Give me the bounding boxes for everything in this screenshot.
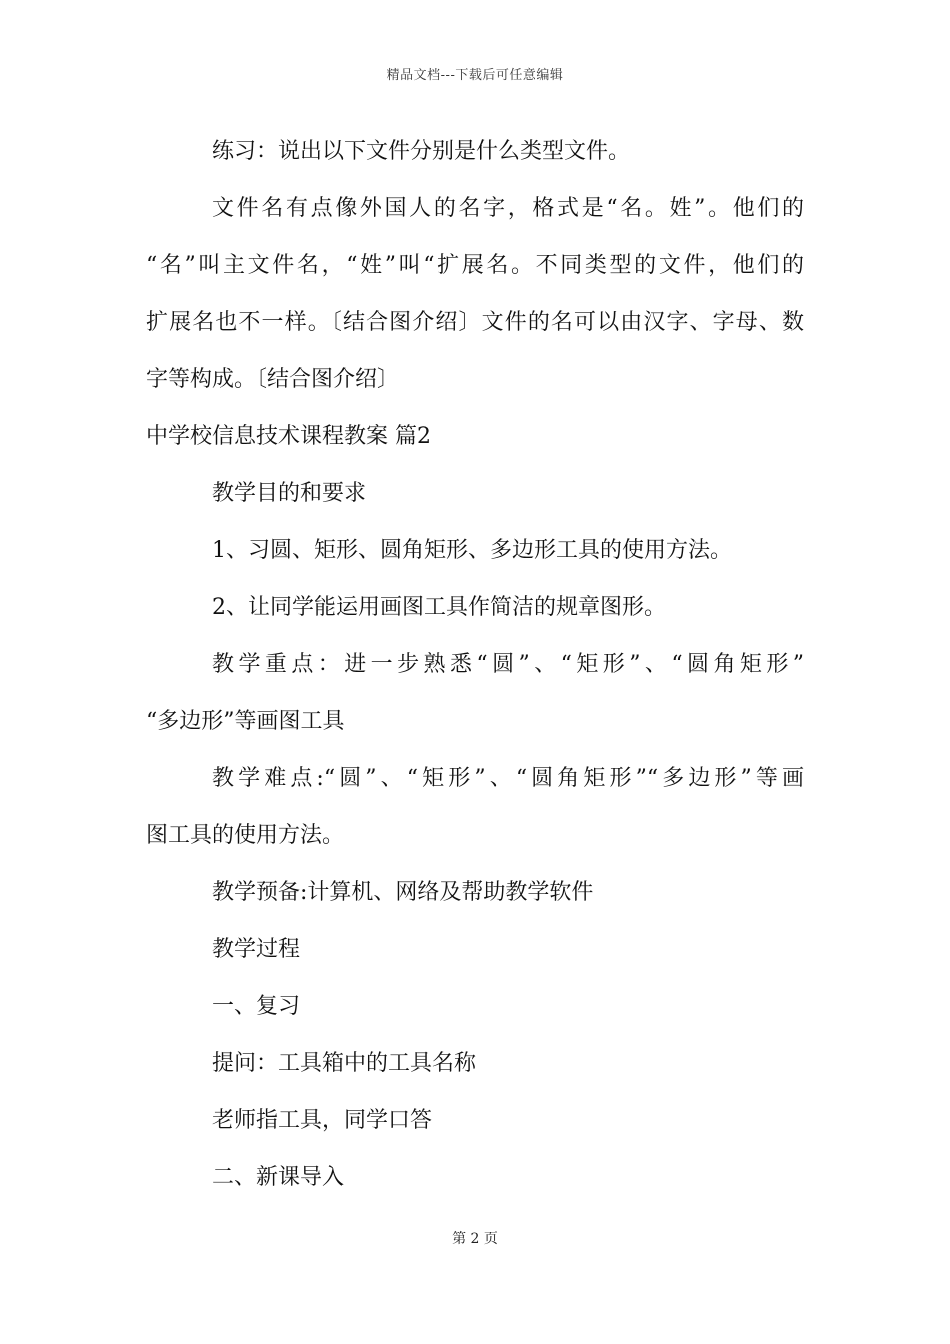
paragraph-line: 练习：说出以下文件分别是什么类型文件。 [212,139,631,164]
paragraph-line: 二、新课导入 [212,1165,345,1190]
paragraph-line: 老师指工具，同学口答 [212,1108,433,1133]
section-heading: 中学校信息技术课程教案 篇2 [146,424,431,449]
paragraph-line: “多边形”等画图工具 [146,709,345,734]
paragraph-line: 教学预备:计算机、网络及帮助教学软件 [212,880,594,905]
paragraph-line: 教学目的和要求 [212,481,367,506]
paragraph-line: “名”叫主文件名，“姓”叫“扩展名。不同类型的文件，他们的 [146,253,804,278]
paragraph-line: 扩展名也不一样。〔结合图介绍〕文件的名可以由汉字、字母、数 [146,310,804,335]
page-header: 精品文档---下载后可任意编辑 [386,68,564,83]
paragraph-line: 提问：工具箱中的工具名称 [212,1051,477,1076]
paragraph-line: 1、习圆、矩形、圆角矩形、多边形工具的使用方法。 [212,538,732,563]
paragraph-line: 图工具的使用方法。 [146,823,345,848]
page-number: 第 2 页 [452,1231,498,1247]
paragraph-line: 教学难点:“圆”、“矩形”、“圆角矩形”“多边形”等画 [212,766,804,791]
paragraph-line: 字等构成。〔结合图介绍〕 [146,367,400,392]
paragraph-line: 教学过程 [212,937,301,962]
paragraph-line: 2、让同学能运用画图工具作简洁的规章图形。 [212,595,666,620]
paragraph-line: 一、复习 [212,994,301,1019]
paragraph-line: 文件名有点像外国人的名字，格式是“名。姓”。他们的 [212,196,804,221]
paragraph-line: 教学重点：进一步熟悉“圆”、“矩形”、“圆角矩形” [212,652,804,677]
